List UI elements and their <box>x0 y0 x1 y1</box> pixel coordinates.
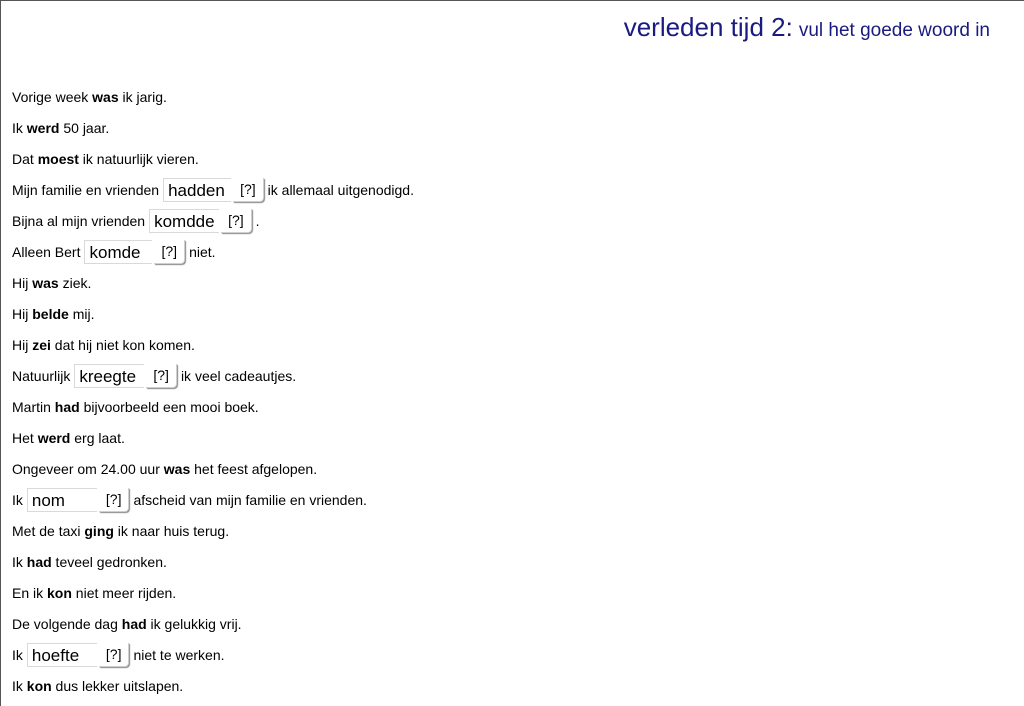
sentence-text-before: Dat <box>12 150 38 167</box>
sentence-text-before: Ik <box>12 491 23 508</box>
sentence-text-before: Ik <box>12 677 27 694</box>
sentence-text-before: Mijn familie en vrienden <box>12 181 160 198</box>
verb-answer: werd <box>37 429 71 446</box>
sentence-line <box>12 329 414 360</box>
sentence-line <box>12 112 414 143</box>
sentence-text-before: Hij <box>12 305 33 322</box>
sentence-text-after: ik allemaal uitgenodigd. <box>267 181 414 198</box>
sentence-text-after: afscheid van mijn familie en vrienden. <box>133 491 367 508</box>
hint-button[interactable]: [?] <box>146 364 177 388</box>
verb-answer: werd <box>26 119 60 136</box>
sentence-text-after: 50 jaar. <box>59 119 110 136</box>
hint-button[interactable]: [?] <box>221 209 252 233</box>
hint-button[interactable]: [?] <box>99 488 130 512</box>
sentence-text-after: teveel gedronken. <box>51 553 167 570</box>
sentence-text-after: ik gelukkig vrij. <box>146 615 242 632</box>
sentence-text-after: mij. <box>68 305 95 322</box>
answer-field[interactable]: kreegte <box>74 364 144 388</box>
sentence-text-before: Natuurlijk <box>12 367 71 384</box>
sentence-line <box>12 546 414 577</box>
sentence-line <box>12 422 414 453</box>
hint-button[interactable]: [?] <box>99 643 130 667</box>
sentence-line <box>12 81 414 112</box>
verb-answer: zei <box>32 336 51 353</box>
sentence-text-before: De volgende dag <box>12 615 122 632</box>
sentence-line <box>12 174 414 205</box>
sentence-text-before: En ik <box>12 584 48 601</box>
sentence-line <box>12 670 414 701</box>
sentence-text-before: Hij <box>12 336 33 353</box>
sentence-text-before: Alleen Bert <box>12 243 81 260</box>
exercise-sentences <box>12 81 414 701</box>
sentence-text-before: Vorige week <box>12 88 93 105</box>
sentence-line <box>12 639 414 670</box>
verb-answer: kon <box>26 677 52 694</box>
sentence-text-before: Martin <box>12 398 55 415</box>
sentence-text-before: Ik <box>12 553 27 570</box>
answer-field[interactable]: hoefte <box>27 643 97 667</box>
sentence-line <box>12 267 414 298</box>
sentence-line <box>12 236 414 267</box>
title-subtitle: vul het goede woord in <box>798 20 990 41</box>
sentence-text-after: niet. <box>189 243 216 260</box>
sentence-line <box>12 515 414 546</box>
sentence-text-before: Met de taxi <box>12 522 85 539</box>
sentence-text-after: bijvoorbeeld een mooi boek. <box>79 398 259 415</box>
verb-answer: had <box>26 553 52 570</box>
page-title <box>624 12 990 43</box>
verb-answer: was <box>92 88 119 105</box>
sentence-line <box>12 577 414 608</box>
verb-answer: kon <box>47 584 72 601</box>
sentence-text-after: het feest afgelopen. <box>190 460 318 477</box>
sentence-text-before: Ik <box>12 119 27 136</box>
sentence-text-after: erg laat. <box>70 429 125 446</box>
verb-answer: had <box>121 615 147 632</box>
verb-answer: belde <box>32 305 69 322</box>
sentence-line <box>12 298 414 329</box>
answer-field[interactable]: nom <box>27 488 97 512</box>
verb-answer: moest <box>37 150 79 167</box>
sentence-text-before: Het <box>12 429 38 446</box>
sentence-text-before: Bijna al mijn vrienden <box>12 212 146 229</box>
sentence-text-after: . <box>255 212 260 229</box>
verb-answer: was <box>32 274 59 291</box>
sentence-text-before: Ik <box>12 646 23 663</box>
sentence-text-after: ziek. <box>58 274 92 291</box>
answer-field[interactable]: hadden <box>163 178 231 202</box>
title-main: verleden tijd 2: <box>623 12 793 42</box>
sentence-text-before: Hij <box>12 274 33 291</box>
answer-field[interactable]: komdde <box>149 209 219 233</box>
sentence-text-after: niet te werken. <box>133 646 225 663</box>
verb-answer: was <box>163 460 191 477</box>
sentence-text-after: ik jarig. <box>118 88 167 105</box>
hint-button[interactable]: [?] <box>233 178 264 202</box>
sentence-text-after: dus lekker uitslapen. <box>51 677 184 694</box>
sentence-line <box>12 608 414 639</box>
sentence-text-after: ik natuurlijk vieren. <box>78 150 199 167</box>
sentence-line <box>12 484 414 515</box>
sentence-text-after: ik naar huis terug. <box>113 522 230 539</box>
sentence-line <box>12 391 414 422</box>
hint-button[interactable]: [?] <box>154 240 185 264</box>
sentence-line <box>12 205 414 236</box>
verb-answer: ging <box>84 522 114 539</box>
answer-field[interactable]: komde <box>84 240 152 264</box>
sentence-text-after: dat hij niet kon komen. <box>50 336 195 353</box>
sentence-line <box>12 360 414 391</box>
sentence-line <box>12 453 414 484</box>
sentence-text-before: Ongeveer om 24.00 uur <box>12 460 164 477</box>
sentence-line <box>12 143 414 174</box>
verb-answer: had <box>54 398 80 415</box>
sentence-text-after: niet meer rijden. <box>71 584 177 601</box>
sentence-text-after: ik veel cadeautjes. <box>180 367 297 384</box>
